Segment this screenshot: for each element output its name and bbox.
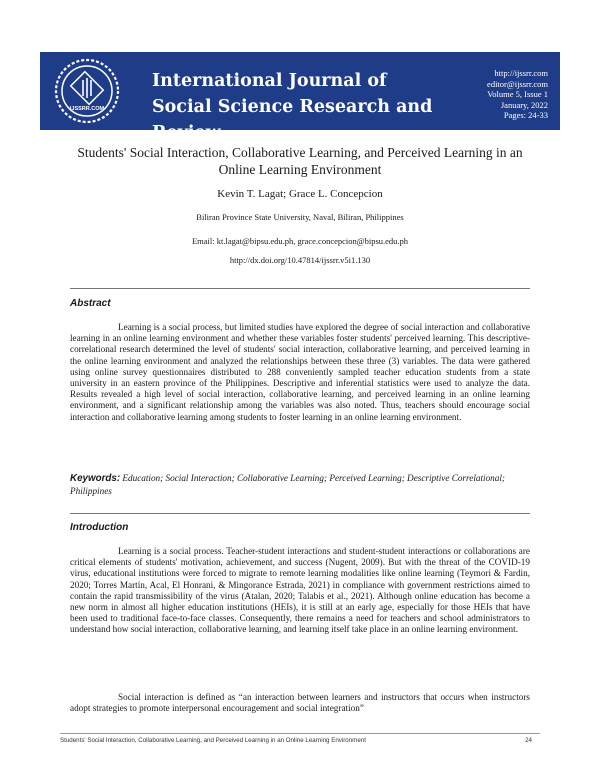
abstract-text: Learning is a social process, but limited studies have explored the degree of social interaction and collaborative learning in an online learning environment and whether these variables foster students' perceived learning. This descriptive-correlational research determined the level of students' social interaction, collaborative learning, and perceived learning in the online learning environment and analyzed the relationships between these three (3) variables. The data were gathered using online survey questionnaires distributed to 288 conveniently sampled teacher education students from a state university in an eastern province of the Philippines. Descriptive and inferential statistics were used to analyze the data. Results revealed a high level of social interaction, collaborative learning, and perceived learning in an online learning environment, and a significant relationship among the variables was also noted. Thus, teachers should encourage social interaction and collaborative learning among students to foster learning in an online learning environment. [70,322,530,422]
journal-meta [428,68,548,121]
footer-running-title: Students' Social Interaction, Collaborative Learning, and Perceived Learning in an Online Learning Environment [60,737,366,744]
introduction-paragraph-1: Learning is a social process. Teacher-student interactions and student-student interactions or collaborations are critical elements of students' motivation, achievement, and success (Nugent, 2009). But with the threat of the COVID-19 virus, educational institutions were forced to migrate to remote learning modalities like online learning (Teymori & Fardin, 2020; Torres Martín, Acal, El Honrani, & Mingorance Estrada, 2021) in compliance with government restrictions aimed to contain the rapid transmissibility of the virus (Atalan, 2020; Talabis et al., 2021). Although online education has become a new norm in almost all higher education institutions (HEIs), it is still at an early age, especially for those HEIs that have been used to traditional face-to-face classes. Consequently, there remains a need for teachers and school administrators to understand how social interaction, collaborative learning, and learning itself take place in an online learning environment. [70,546,530,635]
journal-title: International Journal of Social Science Research and Review [152,71,433,143]
keywords-label: Keywords: [70,473,121,484]
keywords-text: Education; Social Interaction; Collaborative Learning; Perceived Learning; Descriptive Correlational; Philippines [70,473,505,496]
journal-url[interactable]: http://ijssrr.com [494,68,548,78]
introduction-heading: Introduction [70,522,129,533]
abstract-heading: Abstract [70,298,111,309]
journal-date: January, 2022 [500,99,548,110]
logo-text: IJSSRR.COM [69,106,105,112]
keywords [70,472,530,497]
journal-logo [52,56,122,126]
journal-pages: Pages: 24-33 [503,110,548,120]
footer-page-number: 24 [525,737,532,744]
divider [70,288,530,289]
journal-volume: Volume 5, Issue 1 [487,89,548,99]
footer-divider [60,733,540,734]
journal-email[interactable]: editor@ijssrr.com [487,78,548,89]
paper-title: Students' Social Interaction, Collaborative Learning, and Perceived Learning in an Online Learning Environment [77,145,523,177]
divider [70,513,530,514]
paper-authors: Kevin T. Lagat; Grace L. Concepcion [217,188,383,200]
paper-email[interactable]: Email: kt.lagat@bipsu.edu.ph, grace.concepcion@bipsu.edu.ph [191,236,409,246]
paper-doi[interactable]: http://dx.doi.org/10.47814/ijssrr.v5i1.130 [229,255,371,265]
introduction-paragraph-2: Social interaction is defined as “an interaction between learners and instructors that occurs when instructors adopt strategies to promote interpersonal encouragement and social integration” [70,692,530,714]
paper-affiliation: Biliran Province State University, Naval, Biliran, Philippines [196,212,404,222]
